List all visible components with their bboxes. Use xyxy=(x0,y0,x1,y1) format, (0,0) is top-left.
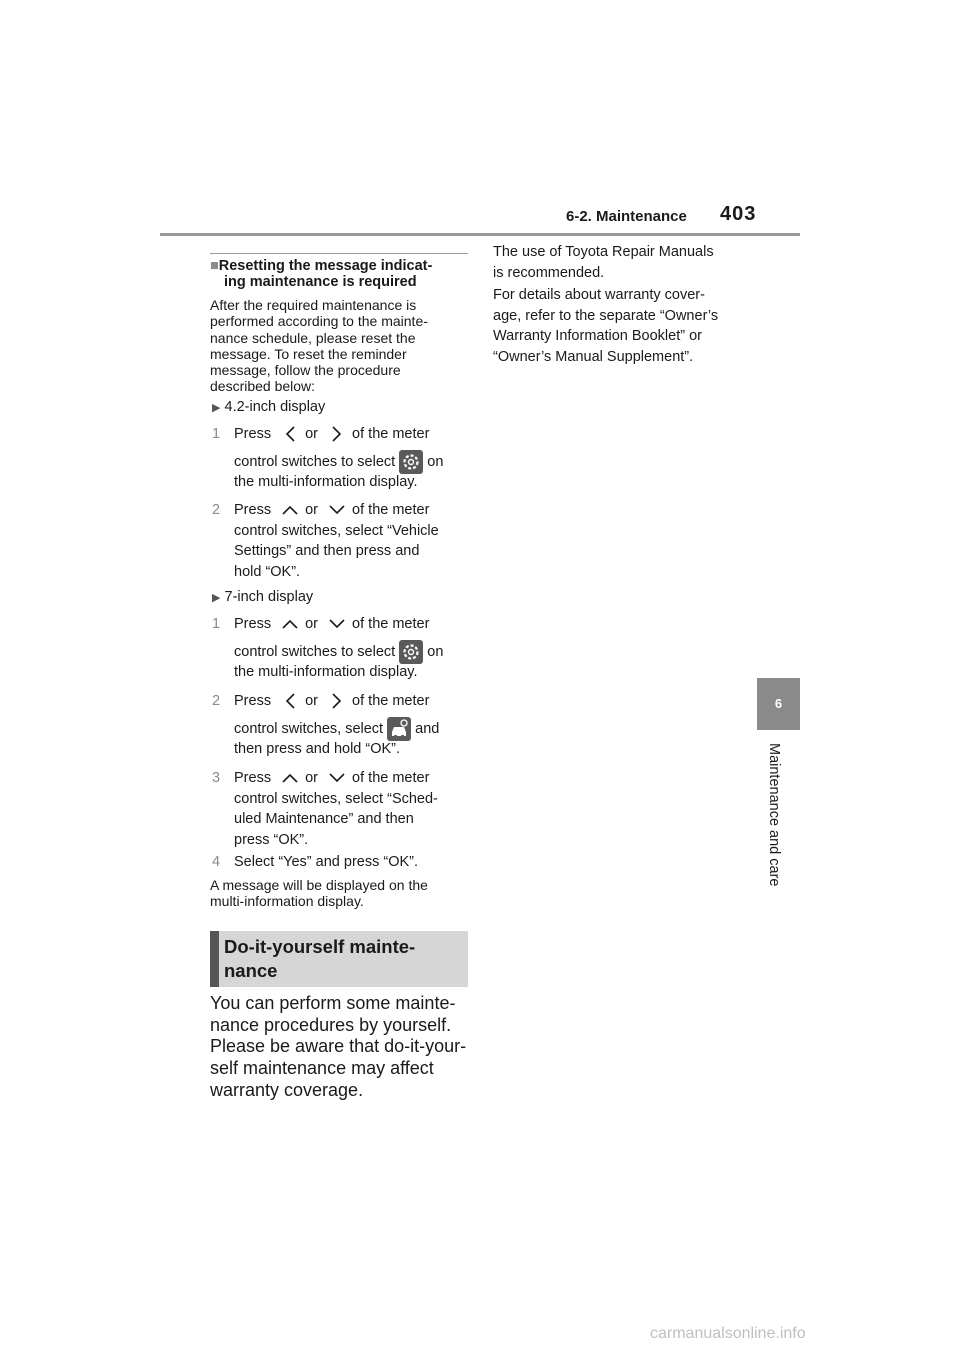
subheading-rule xyxy=(210,253,468,254)
page-number: 403 xyxy=(720,203,757,225)
display-label-4-2: ▶ 4.2-inch display xyxy=(212,399,326,415)
vehicle-settings-icon xyxy=(387,717,411,741)
d1-step-2: 2 Press or of the meter control switches, select “Vehicle Settings” and then press and hold “OK”. xyxy=(212,502,439,580)
triangle-bullet-icon: ▶ xyxy=(212,592,221,604)
chevron-down-icon xyxy=(322,617,352,631)
chapter-tab-label-wrap xyxy=(766,743,790,923)
step-number: 2 xyxy=(212,693,221,709)
d2-step-2: 2 Press or of the meter control switches, select and then press and hold “OK”. xyxy=(212,690,472,760)
header-rule xyxy=(160,233,800,236)
chevron-up-icon xyxy=(275,503,305,517)
subheading-line1: Resetting the message indicat- xyxy=(218,258,433,274)
diy-section-heading: Do-it-yourself mainte- nance xyxy=(210,931,468,987)
intro-line: message, follow the procedure xyxy=(210,362,401,379)
chevron-right-icon xyxy=(322,691,352,711)
subheading-line2: ing maintenance is required xyxy=(224,274,417,290)
step-number: 3 xyxy=(212,770,221,786)
intro-line: performed according to the mainte- xyxy=(210,313,428,330)
diy-paragraph: You can perform some mainte- nance procedures by yourself. Please be aware that do-it-your- self maintenance may affect warranty coverage. xyxy=(210,993,467,1100)
chapter-tab-label: Maintenance and care xyxy=(766,743,782,887)
square-bullet: ■ xyxy=(210,258,219,274)
warranty-paragraph: For details about warranty cover- age, refer to the separate “Owner’s Warranty Information Booklet” or “Owner’s Manual Supplement”. xyxy=(493,287,719,365)
intro-line: message. To reset the reminder xyxy=(210,345,407,362)
triangle-bullet-icon: ▶ xyxy=(212,402,221,414)
settings-gear-icon xyxy=(399,640,423,664)
step-number: 1 xyxy=(212,616,221,632)
d2-step-4: 4 Select “Yes” and press “OK”. xyxy=(212,852,472,873)
chevron-left-icon xyxy=(275,424,305,444)
chevron-left-icon xyxy=(275,691,305,711)
repair-manuals-paragraph: The use of Toyota Repair Manuals is recommended. xyxy=(493,244,714,281)
d2-step-1: 1 Press or of the meter control switches to select on the multi-information display. xyxy=(212,613,472,683)
display-label-7: ▶ 7-inch display xyxy=(212,589,314,605)
step-number: 4 xyxy=(212,854,221,870)
heading-accent-bar xyxy=(210,931,219,987)
step-number: 2 xyxy=(212,502,221,518)
chevron-right-icon xyxy=(322,424,352,444)
intro-paragraph xyxy=(210,297,470,395)
note-paragraph: A message will be displayed on the multi-information display. xyxy=(210,877,428,910)
section-title: 6-2. Maintenance xyxy=(566,208,687,225)
settings-gear-icon xyxy=(399,450,423,474)
chapter-tab: 6 xyxy=(757,678,800,730)
intro-line: After the required maintenance is xyxy=(210,297,417,313)
intro-line: described below: xyxy=(210,378,316,395)
d2-step-3: 3 Press or of the meter control switches, select “Sched- uled Maintenance” and then press “OK”. xyxy=(212,770,438,848)
subheading xyxy=(210,258,470,290)
chevron-up-icon xyxy=(275,617,305,631)
chevron-down-icon xyxy=(322,503,352,517)
intro-line: nance schedule, please reset the xyxy=(210,329,416,346)
chevron-up-icon xyxy=(275,771,305,785)
step-number: 1 xyxy=(212,426,221,442)
d1-step-1: 1 Press or of the meter control switches to select on the multi-information display. xyxy=(212,423,472,493)
chevron-down-icon xyxy=(322,771,352,785)
watermark: carmanualsonline.info xyxy=(650,1325,806,1342)
